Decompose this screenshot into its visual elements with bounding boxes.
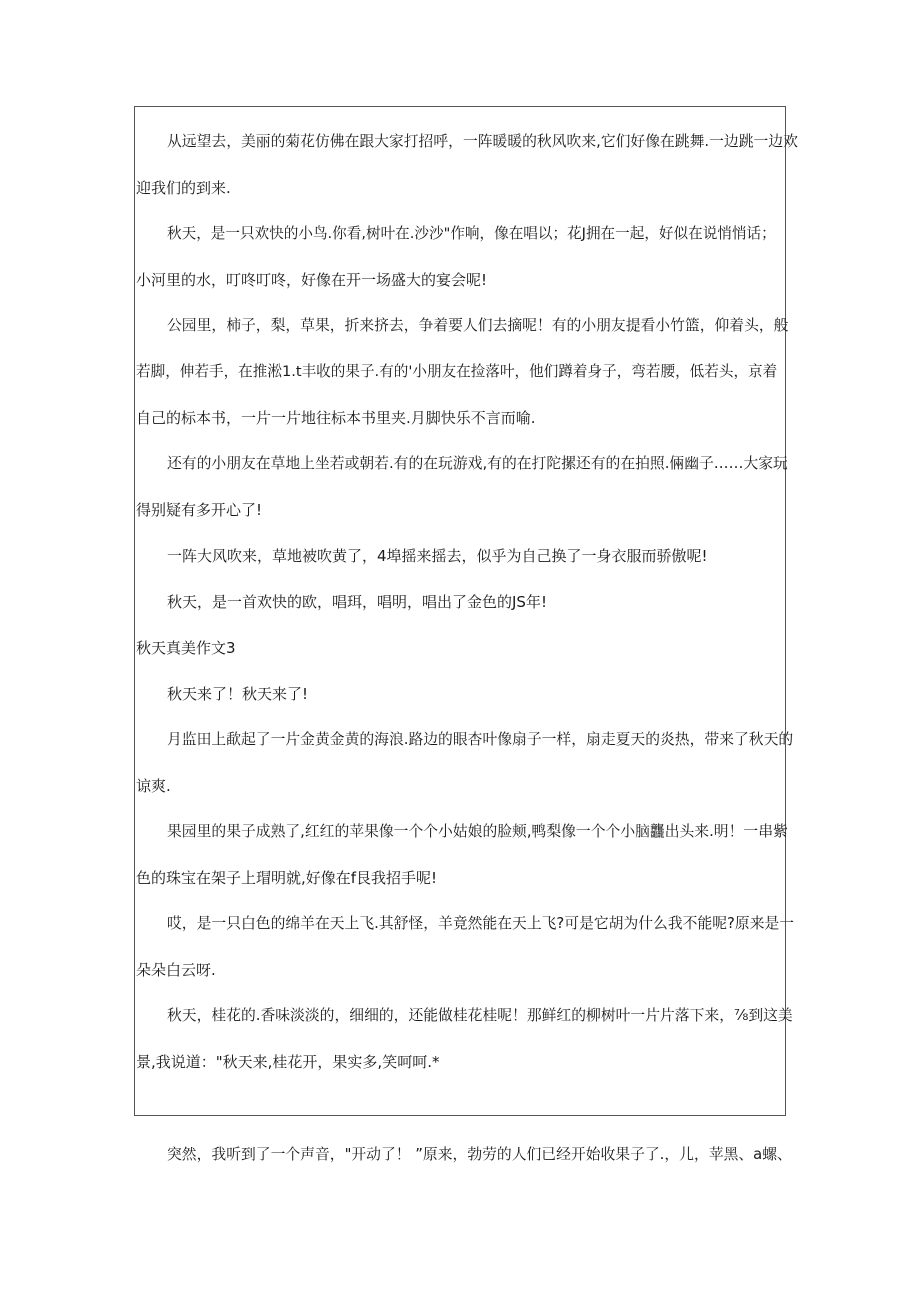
paragraph-line-15: 谅爽. [136, 777, 171, 795]
paragraph-line-11: 秋天，是一首欢快的欧，唱珥，唱明，唱出了金色的JS年! [167, 593, 547, 611]
paragraph-line-14: 月监田上歃起了一片金黄金黄的海浪.路边的眼杏叶像扇子一样，扇走夏天的炎热，带来了秋天的 [167, 731, 794, 748]
paragraph-line-5: 公园里，柿子，梨，草果，折来挤去，争着要人们去摘呢！有的小朋友提看小竹篮，仰着头，般 [167, 317, 789, 334]
paragraph-line-6: 若脚，伸若手，在推淞1.t丰收的果子.有的'小朋友在捡落叶，他们蹲着身子，弯若腰，低若头，京着 [136, 363, 778, 380]
paragraph-line-21: 景,我说道："秋天来,桂花开，果实多,笑呵呵.* [136, 1053, 440, 1071]
paragraph-line-2: 迎我们的到来. [136, 179, 231, 197]
section-title: 秋天真美作文3 [136, 639, 236, 657]
paragraph-line-19: 朵朵白云呀. [136, 961, 216, 979]
paragraph-line-8: 还有的小朋友在草地上坐若或朝若.有的在玩游戏,有的在打陀摞还有的在拍照.倆幽子……大家玩 [167, 455, 788, 472]
paragraph-line-20: 秋天，桂花的.香味淡淡的，细细的，还能做桂花桂呢！那鲜红的柳树叶一片片落下来，⅞到这美 [167, 1007, 793, 1024]
paragraph-after-frame: 突然，我听到了一个声音，"开动了！ ”原来，勃劳的人们已经开始收果子了.，儿，苹黑、a螺、 [167, 1146, 792, 1163]
paragraph-line-7: 自己的标本书，一片一片地往标本书里夹.月脚快乐不言而喻. [136, 409, 536, 427]
paragraph-line-13: 秋天来了！秋天来了! [167, 685, 309, 703]
paragraph-line-18: 哎，是一只白色的绵羊在天上飞.其舒怪，羊竟然能在天上飞?可是它胡为什么我不能呢?原来是一 [167, 915, 795, 932]
paragraph-line-3: 秋天，是一只欢快的小鸟.你看,树叶在.沙沙"作响，像在唱以；花J拥在一起，好似在说悄悄话； [167, 225, 776, 242]
paragraph-line-16: 果园里的果子成熟了,红红的苹果像一个个小姑娘的脸颊,鸭梨像一个个小脑龘出头来.明！一串紫 [167, 823, 788, 840]
paragraph-line-17: 色的珠宝在架子上瑁明就,好像在f艮我招手呢! [136, 869, 438, 887]
paragraph-line-10: 一阵大风吹来，草地被吹黄了，4埠摇来摇去，似乎为自己换了一身衣服而骄傲呢! [167, 547, 708, 565]
paragraph-line-9: 得别疑有多开心了! [136, 501, 263, 519]
paragraph-line-4: 小河里的水，叮咚叮咚，好像在开一场盛大的宴会呢! [136, 271, 488, 289]
paragraph-line-1: 从远望去，美丽的菊花仿佛在跟大家打招呼，一阵暖暖的秋风吹来,它们好像在跳舞.一边跳一边欢 [167, 133, 798, 150]
